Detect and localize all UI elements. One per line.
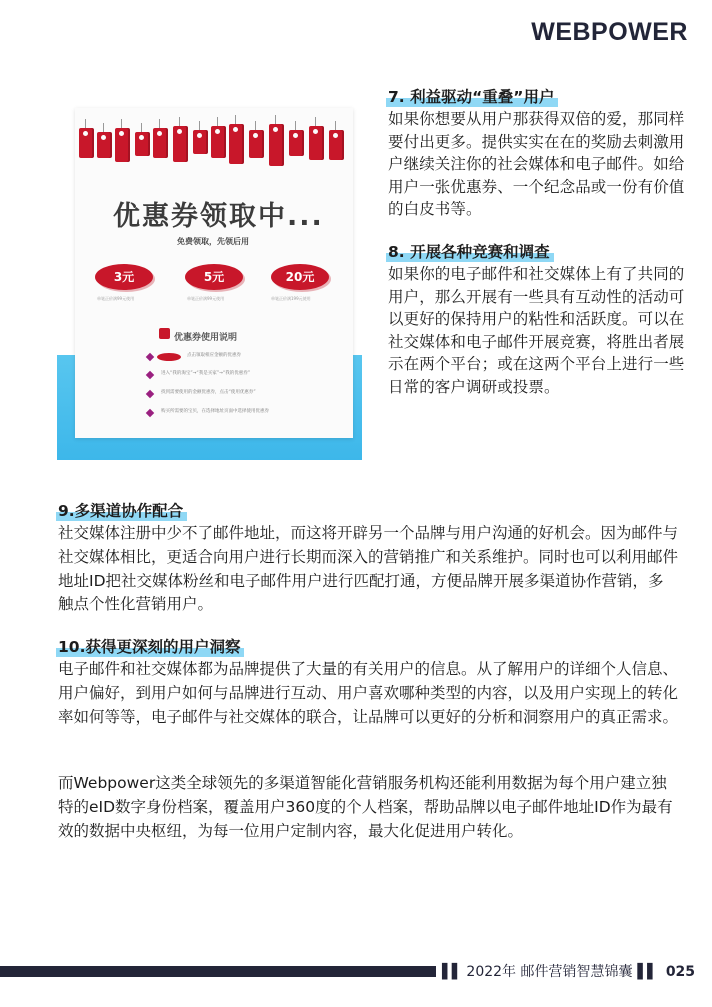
section-9-heading: 9.多渠道协作配合 xyxy=(58,502,184,520)
price-tag-icon xyxy=(97,132,112,158)
step-text: 点击领取相应金额的优惠券 xyxy=(187,353,241,358)
brand-logo: WEBPOWER xyxy=(531,18,688,46)
section-8 xyxy=(388,241,688,399)
diamond-icon xyxy=(146,390,154,398)
closing-text: 而Webpower这类全球领先的多渠道智能化营销服务机构还能利用数据为每个用户建立独特的eID数字身份档案，覆盖用户360度的个人档案，帮助品牌以电子邮件地址ID作为最有效的数据中央枢纽，为每一位用户定制内容，最大化促进用户转化。 xyxy=(58,774,673,840)
bag-icon xyxy=(159,328,170,339)
closing-paragraph xyxy=(58,772,678,843)
right-column xyxy=(388,86,688,399)
price-tag-icon xyxy=(173,126,188,162)
price-tag-icon xyxy=(309,126,324,160)
section-7-body: 如果你想要从用户那获得双倍的爱，那同样要付出更多。提供实实在在的奖励去刺激用户继续关注你的社会媒体和电子邮件。如给用户一张优惠券、一个纪念品或一份有价值的白皮书等。 xyxy=(388,110,685,219)
price-tag-icon xyxy=(193,130,208,154)
coupon-5: 5元 xyxy=(185,264,243,290)
page-number: 025 xyxy=(665,964,696,980)
section-9 xyxy=(58,500,678,617)
step-text: 购买所需要的宝贝，在选择地址页面中选择使用优惠券 xyxy=(161,409,269,414)
footer xyxy=(442,962,695,982)
section-10 xyxy=(58,636,678,729)
section-10-heading: 10.获得更深刻的用户洞察 xyxy=(58,638,241,656)
price-tag-icon xyxy=(115,128,130,162)
step-text: 进入“我的淘宝”→“我是买家”→“我的优惠券” xyxy=(161,371,251,376)
footer-title: 2022年 邮件营销智慧锦囊 xyxy=(466,964,633,980)
footer-bar xyxy=(0,966,436,977)
price-tag-icon xyxy=(249,130,264,158)
price-tag-icon xyxy=(229,124,244,164)
coupon-title: 优惠券领取中... xyxy=(113,201,324,232)
price-tag-icon xyxy=(289,130,304,156)
coupon-3: 3元 xyxy=(95,264,153,290)
section-7-heading: 7. 利益驱动“重叠”用户 xyxy=(388,88,555,106)
diamond-icon xyxy=(146,409,154,417)
footer-bars-icon: ▌▌ xyxy=(442,964,462,980)
price-tag-icon xyxy=(153,128,168,158)
diamond-icon xyxy=(146,371,154,379)
section-8-body: 如果你的电子邮件和社交媒体上有了共同的用户，那么开展有一些具有互动性的活动可以更好的保持用户的粘性和活跃度。可以在社交媒体和电子邮件开展竞赛，将胜出者展示在两个平台；或在这两个平台上进行一些日常的客户调研或投票。 xyxy=(388,264,685,396)
footer-bars-icon: ▌▌ xyxy=(637,964,657,980)
coupon-poster xyxy=(75,108,353,438)
price-tag-icon xyxy=(211,126,226,158)
price-tag-icon xyxy=(135,132,150,156)
coupon-caption: 单笔正价满199元使用 xyxy=(271,296,311,301)
price-tag-icon xyxy=(329,130,344,160)
diamond-icon xyxy=(146,353,154,361)
coupon-20: 20元 xyxy=(271,264,329,290)
price-tag-icon xyxy=(79,128,94,158)
guide-title: 优惠券使用说明 xyxy=(174,333,238,343)
price-tag-icon xyxy=(269,124,284,166)
section-10-body: 电子邮件和社交媒体都为品牌提供了大量的有关用户的信息。从了解用户的详细个人信息、用户偏好，到用户如何与品牌进行互动、用户喜欢哪种类型的内容，以及用户实现上的转化率如何等等，电子邮件与社交媒体的联合，让品牌可以更好的分析和洞察用户的真正需求。 xyxy=(58,660,679,726)
step-text: 找到需要使用的金额优惠券，点击“使用优惠券” xyxy=(161,390,256,395)
coupon-caption: 单笔正价满99元使用 xyxy=(97,296,135,301)
coupon-image xyxy=(57,100,362,460)
section-7 xyxy=(388,86,688,221)
coupon-subtitle: 免费领取，先领后用 xyxy=(177,237,249,246)
pill-icon xyxy=(157,353,181,361)
section-8-heading: 8. 开展各种竞赛和调查 xyxy=(388,242,550,261)
coupon-caption: 单笔正价满99元使用 xyxy=(187,296,225,301)
section-9-body: 社交媒体注册中少不了邮件地址，而这将开辟另一个品牌与用户沟通的好机会。因为邮件与社交媒体相比，更适合向用户进行长期而深入的营销推广和关系维护。同时也可以利用邮件地址ID把社交媒体粉丝和电子邮件用户进行匹配打通，方便品牌开展多渠道协作营销，多触点个性化营销用户。 xyxy=(58,524,679,614)
